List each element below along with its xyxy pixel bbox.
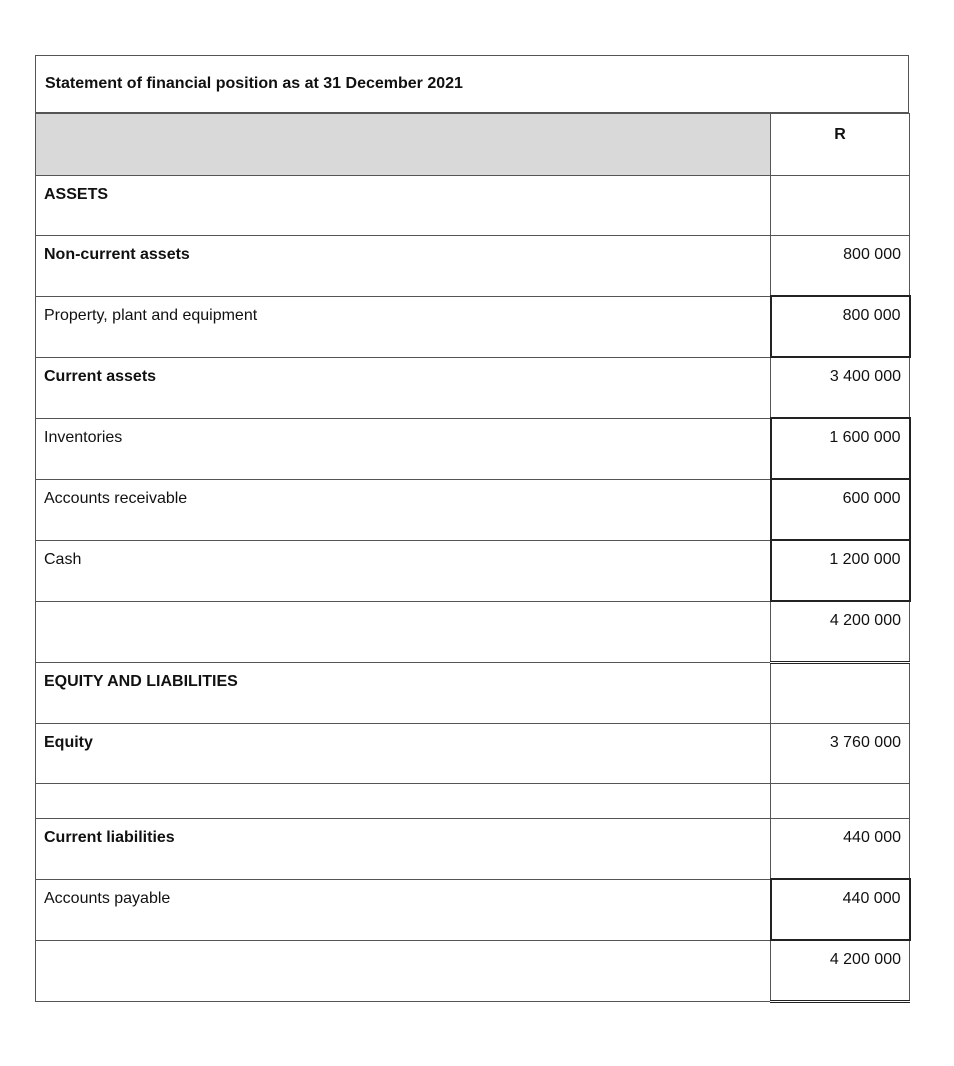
currency-header: R: [771, 114, 910, 176]
table-row: [36, 940, 910, 1002]
row-amount: [771, 176, 910, 236]
row-label: Accounts receivable: [36, 479, 771, 540]
table-row: [36, 357, 910, 418]
table-row: [36, 879, 910, 940]
row-label: Current assets: [36, 357, 771, 418]
header-row: [36, 114, 910, 176]
row-label: EQUITY AND LIABILITIES: [36, 663, 771, 724]
row-amount: 440 000: [771, 819, 910, 880]
table-row: [36, 540, 910, 601]
row-label: Equity: [36, 724, 771, 784]
row-amount: 1 200 000: [771, 540, 910, 601]
total-assets-amount: 4 200 000: [771, 601, 910, 663]
table-row: [36, 418, 910, 479]
row-amount: 3 400 000: [771, 357, 910, 418]
table-row: [36, 479, 910, 540]
table-row: [36, 784, 910, 819]
header-label-cell: [36, 114, 771, 176]
table-row: [36, 724, 910, 784]
row-amount: 3 760 000: [771, 724, 910, 784]
row-label: [36, 940, 771, 1002]
table-row: [36, 236, 910, 297]
row-amount: 800 000: [771, 236, 910, 297]
total-equity-liabilities-amount: 4 200 000: [771, 940, 910, 1002]
row-label: [36, 601, 771, 663]
row-label: ASSETS: [36, 176, 771, 236]
row-amount: 1 600 000: [771, 418, 910, 479]
row-amount: 440 000: [771, 879, 910, 940]
row-amount: [771, 663, 910, 724]
row-label: Inventories: [36, 418, 771, 479]
table-row: [36, 601, 910, 663]
row-amount: 600 000: [771, 479, 910, 540]
row-amount: 800 000: [771, 296, 910, 357]
row-label: Current liabilities: [36, 819, 771, 880]
statement-title: Statement of financial position as at 31 December 2021: [35, 55, 909, 113]
table-row: [36, 176, 910, 236]
statement-table: [35, 113, 911, 1003]
row-label: Non-current assets: [36, 236, 771, 297]
row-label: Accounts payable: [36, 879, 771, 940]
financial-statement: [35, 55, 909, 1003]
row-label: [36, 784, 771, 819]
row-label: Property, plant and equipment: [36, 296, 771, 357]
row-amount: [771, 784, 910, 819]
row-label: Cash: [36, 540, 771, 601]
table-row: [36, 296, 910, 357]
table-row: [36, 663, 910, 724]
table-row: [36, 819, 910, 880]
